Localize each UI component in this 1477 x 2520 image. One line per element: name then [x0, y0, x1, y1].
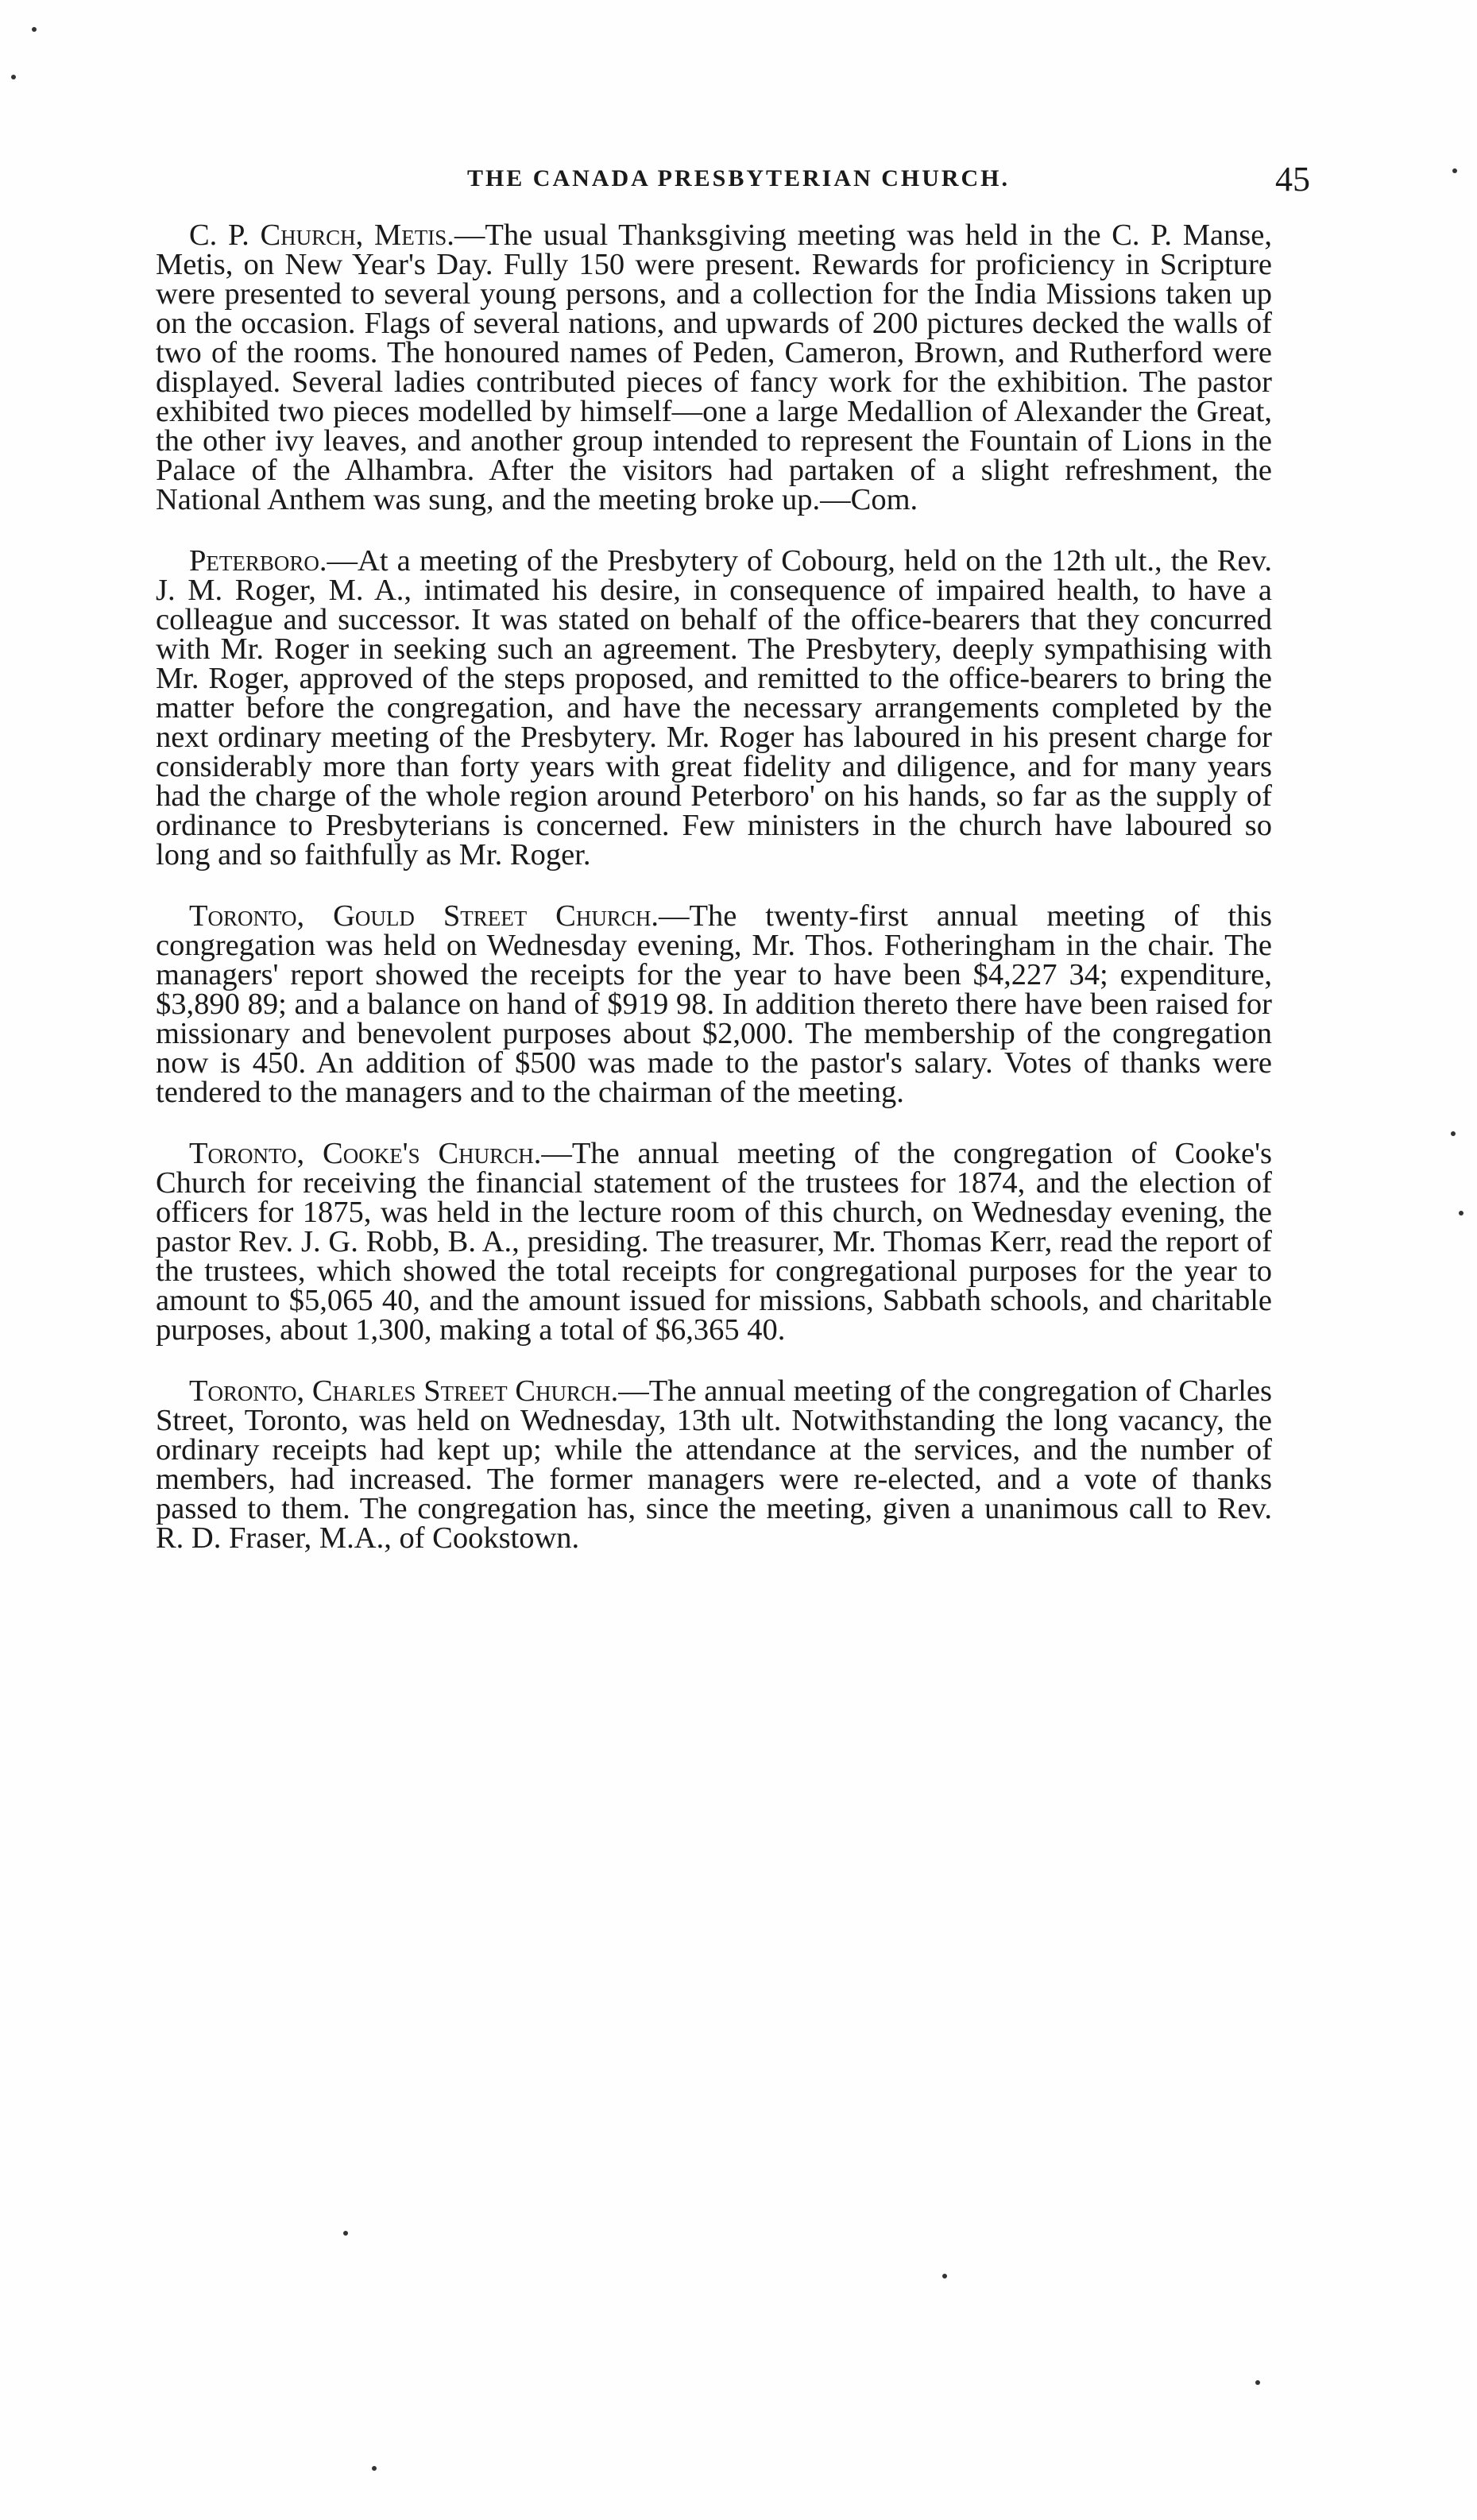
article-body — [156, 218, 1272, 1585]
scan-speck — [1255, 2380, 1260, 2385]
paragraph-lead: Toronto, Cooke's Church. — [189, 1137, 542, 1170]
page-title: THE CANADA PRESBYTERIAN CHURCH. — [466, 165, 1011, 191]
paragraph-peterboro — [156, 544, 1272, 872]
running-header — [143, 159, 1334, 199]
scan-speck — [32, 27, 37, 32]
scan-speck — [1459, 1211, 1463, 1216]
scan-speck — [11, 75, 16, 79]
paragraph-text: —The annual meeting of the congregation of Charles Street, Toronto, was held on Wednesday, 13th ult. Notwithstanding the long vacancy, the ordinary receipts had kept up; while the attendance at the services, and the number of members, had increased. The former managers were re-elected, and a vote of thanks passed to them. The congregation has, since the meeting, given a unanimous call to Rev. R. D. Fraser, M.A., of Cookstown. — [156, 1374, 1272, 1555]
scan-speck — [942, 2274, 947, 2278]
paragraph-text: —The usual Thanksgiving meeting was held in the C. P. Manse, Metis, on New Year's Day. Fully 150 were present. Rewards for proficiency in Scripture were presented to several young persons, and a collection for the India Missions taken up on the occasion. Flags of several nations, and upwards of 200 pictures decked the walls of two of the rooms. The honoured names of Peden, Cameron, Brown, and Rutherford were displayed. Several ladies contributed pieces of fancy work for the exhibition. The pastor exhibited two pieces modelled by himself—one a large Medallion of Alexander the Great, the other ivy leaves, and another group intended to represent the Fountain of Lions in the Palace of the Alhambra. After the visitors had partaken of a slight refreshment, the National Anthem was sung, and the meeting broke up.—Com. — [156, 218, 1272, 516]
paragraph-text: —The annual meeting of the congregation of Cooke's Church for receiving the financial statement of the trustees for 1874, and the election of officers for 1875, was held in the lecture room of this church, on Wednesday evening, the pastor Rev. J. G. Robb, B. A., presiding. The treasurer, Mr. Thomas Kerr, read the report of the trustees, which showed the total receipts for congregational purposes for the year to amount to $5,065 40, and the amount issued for missions, Sabbath schools, and charitable purposes, about 1,300, making a total of $6,365 40. — [156, 1137, 1272, 1347]
paragraph-lead: Peterboro. — [189, 544, 327, 578]
scan-speck — [1451, 1131, 1456, 1136]
paragraph-lead: C. P. Church, Metis. — [189, 218, 454, 252]
page-number: 45 — [1275, 160, 1310, 199]
paragraph-text: —The twenty-first annual meeting of this congregation was held on Wednesday evening, Mr. Thos. Fotheringham in the chair. The managers' report showed the receipts for the year to have been $4,227 34; expenditure, $3,890 89; and a balance on hand of $919 98. In addition thereto there have been raised for missionary and benevolent purposes about $2,000. The membership of the congregation now is 450. An addition of $500 was made to the pastor's salary. Votes of thanks were tendered to the managers and to the chairman of the meeting. — [156, 899, 1272, 1109]
paragraph-text: —At a meeting of the Presbytery of Cobourg, held on the 12th ult., the Rev. J. M. Roger, M. A., intimated his desire, in consequence of impaired health, to have a colleague and successor. It was stated on behalf of the office-bearers that they concurred with Mr. Roger in seeking such an agreement. The Presbytery, deeply sympathising with Mr. Roger, approved of the steps proposed, and remitted to the office-bearers to bring the matter before the congregation, and have the necessary arrangements completed by the next ordinary meeting of the Presbytery. Mr. Roger has laboured in his present charge for considerably more than forty years with great fidelity and diligence, and for many years had the charge of the whole region around Peterboro' on his hands, so far as the supply of ordinance to Presbyterians is concerned. Few ministers in the church have laboured so long and so faithfully as Mr. Roger. — [156, 544, 1272, 872]
paragraph-gould-street — [156, 899, 1272, 1109]
paragraph-cookes-church — [156, 1139, 1272, 1345]
scan-speck — [1452, 168, 1457, 173]
paragraph-metis — [156, 218, 1272, 516]
scan-speck — [343, 2231, 348, 2236]
paragraph-charles-street — [156, 1374, 1272, 1555]
scan-speck — [372, 2466, 377, 2471]
paragraph-lead: Toronto, Charles Street Church. — [189, 1374, 619, 1408]
paragraph-lead: Toronto, Gould Street Church. — [189, 899, 659, 933]
